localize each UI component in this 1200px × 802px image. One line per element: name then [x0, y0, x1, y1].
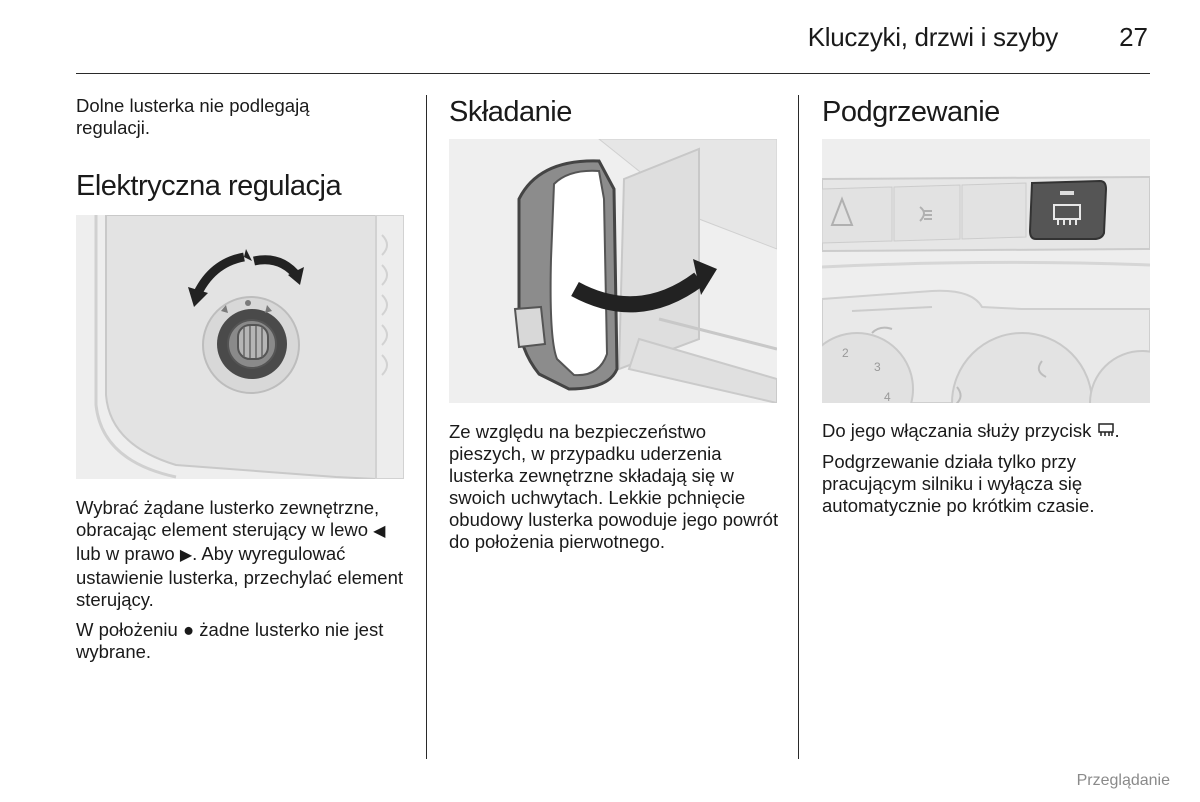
folding-paragraph: Ze względu na bezpieczeństwo pieszych, w przypadku uderzenia lusterka zewnętrzne składają się w swoich uchwytach. Lekkie pchnięcie obudowy lusterka powoduje jego powrót do położenia pierwotnego.	[449, 421, 779, 552]
page-title: Kluczyki, drzwi i szyby	[807, 22, 1058, 52]
rear-defrost-icon	[1097, 421, 1115, 443]
column-divider-2	[798, 95, 799, 759]
triangle-left-icon: ◀	[373, 523, 386, 540]
triangle-right-icon: ▶	[179, 547, 193, 564]
electric-adjustment-paragraph-2: W położeniu ● żadne lusterko nie jest wybrane.	[76, 619, 384, 662]
dial-number-2: 2	[842, 346, 849, 360]
heating-paragraph-1: Do jego włączania służy przycisk .	[822, 420, 1152, 443]
heating-panel-drawing	[822, 139, 1150, 403]
electric-adjustment-paragraph-1: Wybrać żądane lusterko zewnętrzne, obracając element sterujący w lewo ◀ lub w prawo ▶. Aby wyregulować ustawienie lusterka, przechylać element sterujący.	[76, 497, 403, 610]
mirror-folding-drawing	[449, 139, 777, 403]
heating-paragraph-2: Podgrzewanie działa tylko przy pracującym silniku i wyłącza się automatycznie po krótkim czasie.	[822, 451, 1095, 517]
middle-column	[449, 95, 779, 553]
page-number: 27	[1119, 22, 1148, 52]
intro-text: Dolne lusterka nie podlegają regulacji.	[76, 95, 310, 138]
section-heading-heating: Podgrzewanie	[822, 96, 1000, 128]
section-heading-folding: Składanie	[449, 96, 572, 128]
right-column	[822, 95, 1152, 517]
filled-circle-icon: ●	[182, 619, 195, 640]
column-divider-1	[426, 95, 427, 759]
left-column	[76, 95, 406, 663]
mirror-control-drawing	[76, 215, 404, 479]
dial-number-3: 3	[874, 360, 881, 374]
dial-number-4: 4	[884, 390, 891, 403]
mirror-control-illustration	[76, 215, 404, 479]
mirror-folding-illustration	[449, 139, 777, 403]
browse-link[interactable]: Przeglądanie	[1076, 772, 1170, 789]
hazard-icon	[822, 187, 892, 243]
section-heading-electric-adjustment: Elektryczna regulacja	[76, 170, 342, 202]
header-divider	[76, 73, 1150, 74]
heating-button-illustration	[822, 139, 1150, 403]
